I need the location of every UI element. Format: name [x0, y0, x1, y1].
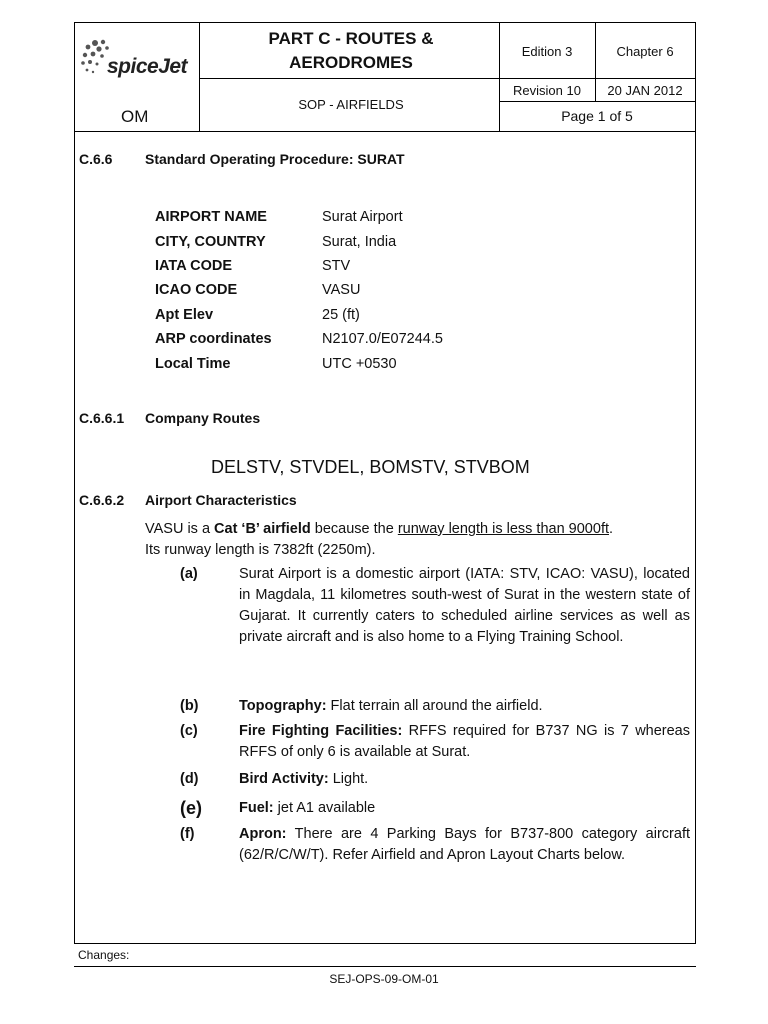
info-label: Apt Elev [155, 307, 214, 323]
info-value: Surat Airport [322, 209, 403, 225]
revision: Revision 10 [513, 83, 581, 98]
spicejet-logo [79, 37, 197, 83]
document-id: SEJ-OPS-09-OM-01 [329, 972, 439, 986]
info-row [155, 234, 635, 258]
info-row [155, 331, 635, 355]
info-value: VASU [322, 282, 361, 298]
document-header [75, 23, 695, 132]
characteristics-intro: VASU is a Cat ‘B’ airfield because the runway length is less than 9000ft. Its runway length is 7382ft (2250m). [145, 521, 614, 558]
section-number: C.6.6.2 [79, 492, 125, 508]
info-value: Surat, India [322, 234, 397, 250]
company-routes-list: DELSTV, STVDEL, BOMSTV, STVBOM [211, 457, 530, 477]
changes-label: Changes: [78, 948, 130, 962]
page-number: Page 1 of 5 [561, 108, 633, 124]
info-label: ARP coordinates [155, 331, 272, 347]
info-row [155, 356, 635, 380]
section-title: Company Routes [145, 410, 261, 426]
revision-date: 20 JAN 2012 [607, 83, 683, 98]
info-value: STV [322, 258, 351, 274]
info-row [155, 307, 635, 331]
title-line-1: PART C - ROUTES & [268, 29, 434, 48]
airfield-category: Cat ‘B’ airfield [214, 521, 311, 537]
footer-divider [74, 966, 696, 967]
title-line-2: AERODROMES [289, 53, 413, 72]
logo-text: spiceJet [107, 55, 188, 78]
info-label: IATA CODE [155, 258, 233, 274]
info-label: AIRPORT NAME [155, 209, 267, 225]
info-value: N2107.0/E07244.5 [322, 331, 443, 347]
section-number: C.6.6 [79, 151, 113, 167]
document-title [203, 27, 499, 75]
info-row [155, 258, 635, 282]
runway-criterion: runway length is less than 9000ft [397, 521, 609, 537]
info-label: Local Time [155, 356, 231, 372]
info-row [155, 209, 635, 233]
page-frame: spiceJet OM PART C - ROUTES & AERODROMES SOP - AIRFIELDS Edition 3 Chapter 6 Revision 10 20 JAN 2012 Page 1 of 5 C.6.6 Standard Operating Procedure: SURAT AIRPORT NAME Surat Airport CITY, COUNTRY Surat, India IATA CODE STV ICAO CODE VASU Apt Elev 25 (ft) ARP coordinates N2107.0/E07244.5 Local Time UTC +0530 C.6.6.1 Company Routes DELSTV, STVDEL, BOMSTV, STVBOM C.6.6.2 Airport Characteristics VASU is a Cat ‘B’ airfield because the runway length is less than 9000ft. Its runway length is 7382ft (2250m). (a) Surat Airport is a domestic airport (IATA: STV, ICAO: VASU), located in Magdala, 11 kilometres south-west of Surat in the western state of Gujarat. It currently caters to scheduled airline services as well as private aircraft and is also home to a Flying Training School. (b) Topography: Flat terrain all around the airfield. (c) Fire Fighting Facilities: RFFS required for B737 NG is 7 whereas RFFS of only 6 is available at Surat. (d) Bird Activity: Light. (e) Fuel: jet A1 available (f) Apron: There are 4 Parking Bays for B737-800 category aircraft (62/R/C/W/T). Refer Airfield and Apron Layout Charts below. [74, 22, 696, 944]
manual-name: OM [121, 107, 149, 126]
chapter: Chapter 6 [616, 44, 674, 59]
section-title: Airport Characteristics [145, 492, 297, 508]
info-label: CITY, COUNTRY [155, 234, 266, 250]
info-value: 25 (ft) [322, 307, 360, 323]
section-title: Standard Operating Procedure: SURAT [145, 151, 405, 167]
runway-length: Its runway length is 7382ft (2250m). [145, 542, 376, 558]
info-row [155, 282, 635, 306]
section-number: C.6.6.1 [79, 410, 125, 426]
document-subtitle: SOP - AIRFIELDS [298, 97, 404, 112]
info-label: ICAO CODE [155, 282, 238, 298]
info-value: UTC +0530 [322, 356, 397, 372]
edition: Edition 3 [521, 44, 573, 59]
